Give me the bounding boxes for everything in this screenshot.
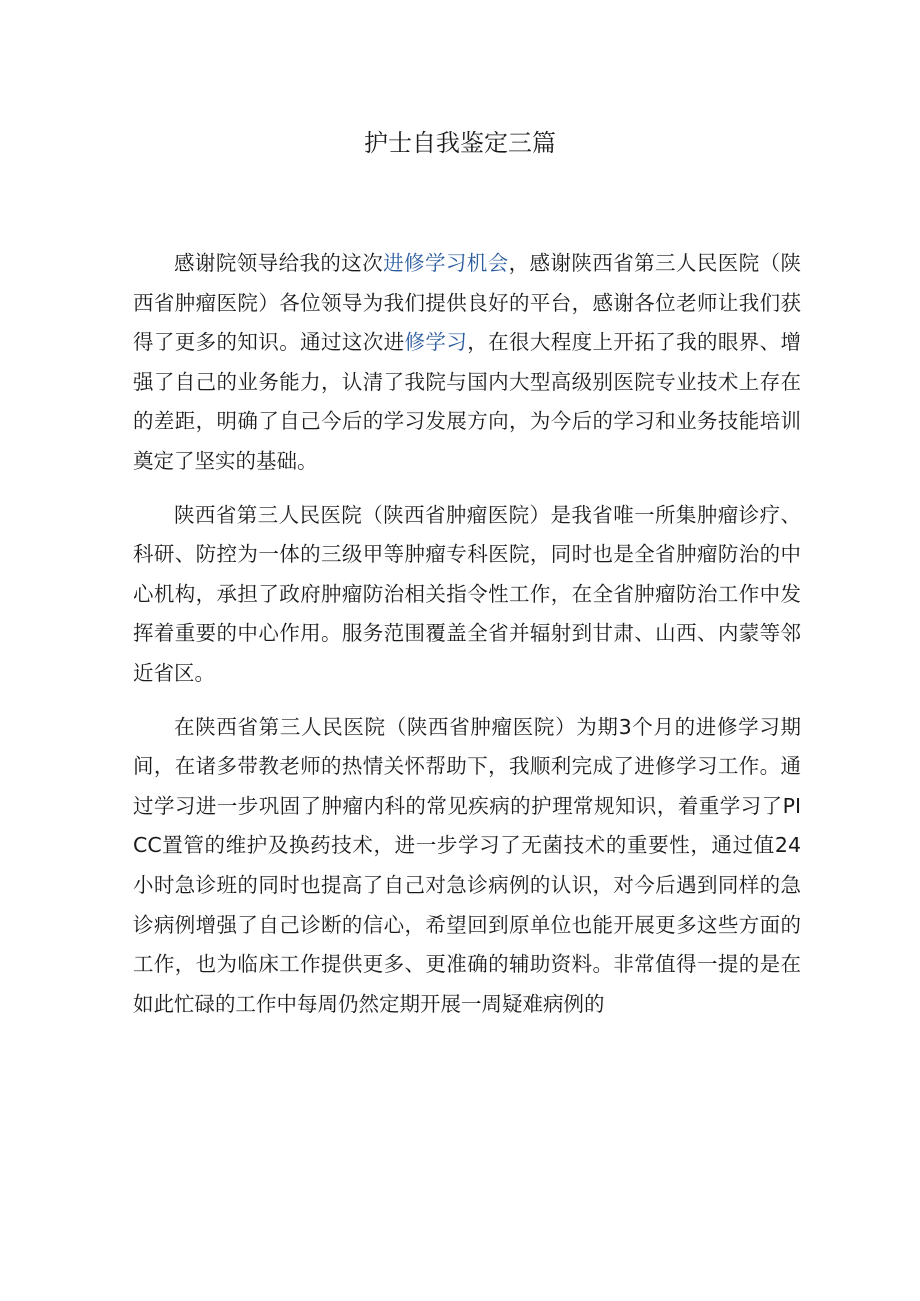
paragraph-3 bbox=[133, 708, 801, 1025]
paragraph-1 bbox=[133, 244, 801, 482]
paragraph-1-text-1: 感谢院领导给我的这次 bbox=[174, 251, 384, 275]
document-body bbox=[133, 244, 801, 1038]
document-title: 护士自我鉴定三篇 bbox=[364, 129, 556, 157]
paragraph-1-text-3: ，在很大程度上开拓了我的眼界、增强了自己的业务能力，认清了我院与国内大型高级别医院专业技术上存在的差距，明确了自己今后的学习发展方向，为今后的学习和业务技能培训奠定了坚实的基础。 bbox=[133, 330, 802, 473]
link-jinxiu-xuexi-jihui[interactable]: 进修学习机会 bbox=[383, 251, 509, 275]
paragraph-2-text-1: 陕西省第三人民医院（陕西省肿瘤医院）是我省唯一所集肿瘤诊疗、科研、防控为一体的三级甲等肿瘤专科医院，同时也是全省肿瘤防治的中心机构，承担了政府肿瘤防治相关指令性工作，在全省肿瘤防治工作中发挥着重要的中心作用。服务范围覆盖全省并辐射到甘肃、山西、内蒙等邻近省区。 bbox=[133, 502, 801, 685]
paragraph-3-text-1: 在陕西省第三人民医院（陕西省肿瘤医院）为期3个月的进修学习期间，在诸多带教老师的热情关怀帮助下，我顺利完成了进修学习工作。通过学习进一步巩固了肿瘤内科的常见疾病的护理常规知识，着重学习了PICC置管的维护及换药技术，进一步学习了无菌技术的重要性，通过值24小时急诊班的同时也提高了自己对急诊病例的认识，对今后遇到同样的急诊病例增强了自己诊断的信心，希望回到原单位也能开展更多这些方面的工作，也为临床工作提供更多、更准确的辅助资料。非常值得一提的是在如此忙碌的工作中每周仍然定期开展一周疑难病例的 bbox=[133, 714, 801, 1016]
paragraph-2 bbox=[133, 496, 801, 694]
link-xiuxuexi[interactable]: 修学习 bbox=[404, 330, 468, 355]
paragraph-1-text-2: ，感谢陕西省第三人民医院（陕西省肿瘤医院）各位领导为我们提供良好的平台，感谢各位老师让我们获得了更多的知识。通过这次进 bbox=[133, 251, 802, 355]
